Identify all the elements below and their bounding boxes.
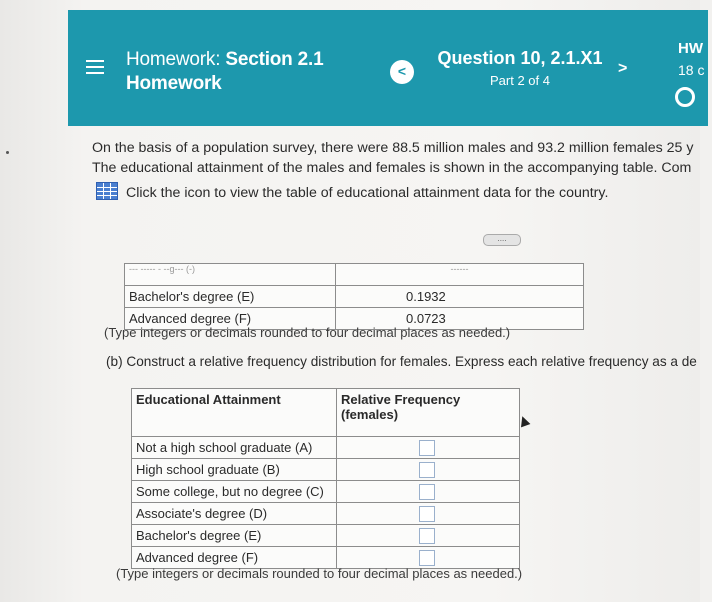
answer-input[interactable] [419,506,435,522]
column-header-attainment: Educational Attainment [132,389,337,437]
score-label: HW [678,40,703,57]
females-frequency-table [131,388,520,569]
menu-icon[interactable] [86,60,104,74]
answer-cell [337,437,520,459]
table-row [132,437,520,459]
table-row [125,286,584,308]
row-label: Not a high school graduate (A) [132,437,337,459]
row-value: 0.1932 [336,286,584,308]
answer-cell [337,525,520,547]
answer-cell [337,481,520,503]
problem-line-2: The educational attainment of the males and females is shown in the accompanying table. Com [92,160,692,176]
homework-title [126,48,323,96]
previous-question-button[interactable]: < [390,60,414,84]
column-header-frequency [337,389,520,437]
score-value: 18 c [678,62,705,78]
score-progress-icon [675,87,695,107]
view-table-link[interactable] [96,182,608,201]
question-title: Question 10, 2.1.X1 [437,48,603,68]
row-label: Associate's degree (D) [132,503,337,525]
answer-input[interactable] [419,440,435,456]
table-row [132,481,520,503]
table-row [132,503,520,525]
assignment-header [68,10,708,126]
answer-cell [337,503,520,525]
table-header-row [132,389,520,437]
answer-input[interactable] [419,462,435,478]
homework-title-prefix: Homework: [126,49,226,70]
row-value: 0.0723 [336,308,584,330]
bullet-dot [6,151,9,154]
row-label: Bachelor's degree (E) [132,525,337,547]
problem-statement [92,138,712,178]
row-label: Advanced degree (F) [132,547,337,569]
males-frequency-table [124,263,584,330]
part-b-prompt: (b) Construct a relative frequency distribution for females. Express each relative frequency as a de [106,354,697,369]
expand-button[interactable]: .... [483,234,521,246]
next-question-button[interactable]: > [618,60,628,77]
answer-input[interactable] [419,484,435,500]
row-label: Some college, but no degree (C) [132,481,337,503]
column-header-frequency-line1: Relative Frequency [341,392,461,407]
question-part: Part 2 of 4 [490,73,550,88]
row-label: High school graduate (B) [132,459,337,481]
answer-input[interactable] [419,528,435,544]
column-header-frequency-line2: (females) [341,407,399,422]
problem-line-1: On the basis of a population survey, there were 88.5 million males and 93.2 million females 25 y [92,140,694,156]
rounding-note: (Type integers or decimals rounded to four decimal places as needed.) [104,325,511,340]
table-cell: ------ [336,264,584,286]
answer-cell [337,459,520,481]
homework-section: Section 2.1 [225,49,324,70]
answer-input[interactable] [419,550,435,566]
rounding-note-b: (Type integers or decimals rounded to four decimal places as needed.) [116,566,523,581]
table-row [125,264,584,286]
homework-title-line2: Homework [126,73,222,94]
table-row [132,525,520,547]
table-cell: --- ----- - --g--- (-) [125,264,336,286]
table-row [132,459,520,481]
row-label: Advanced degree (F) [125,308,336,330]
view-table-text[interactable]: Click the icon to view the table of educational attainment data for the country. [126,185,609,201]
table-icon[interactable] [96,182,118,200]
row-label: Bachelor's degree (E) [125,286,336,308]
